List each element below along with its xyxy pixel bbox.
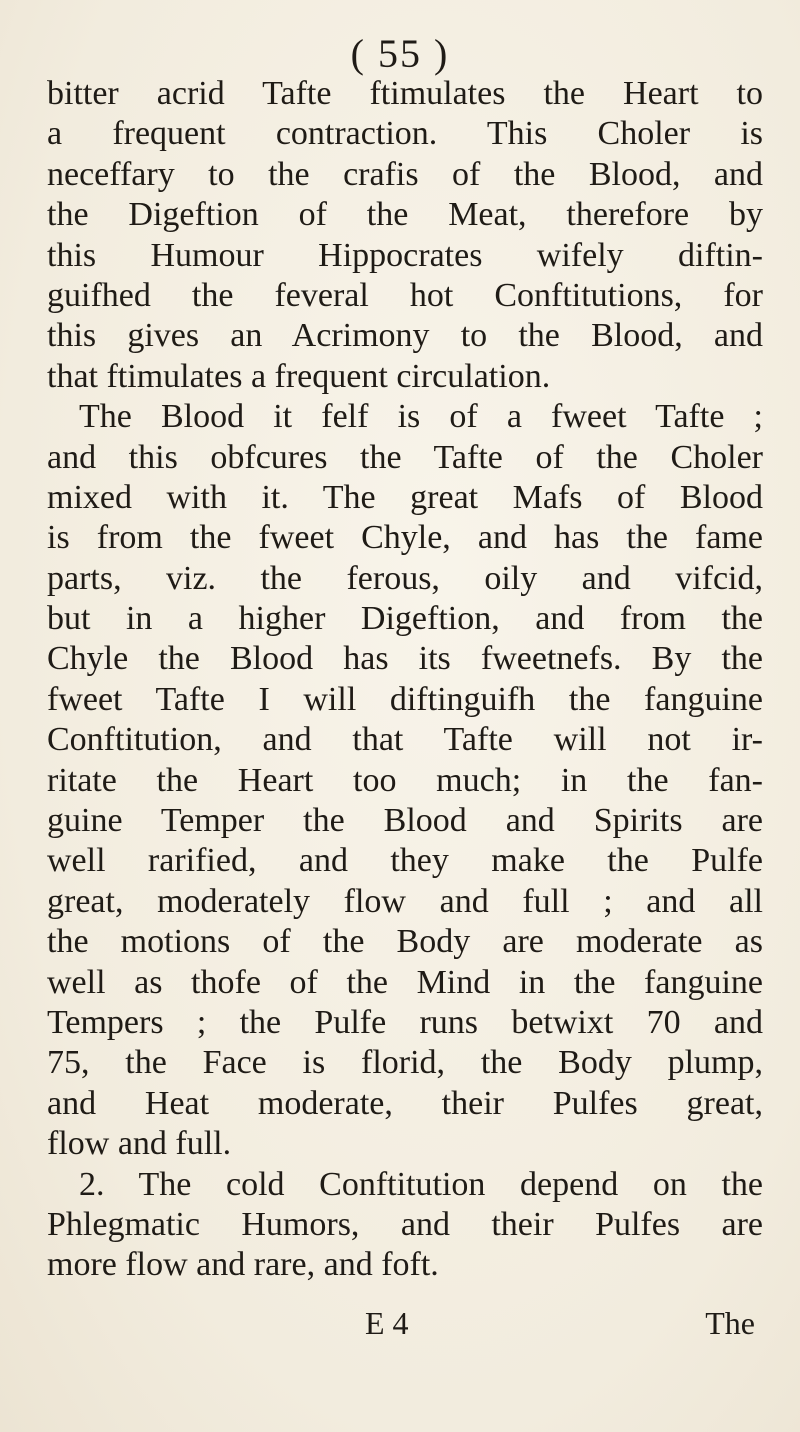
text-line: a frequent contraction. This Choler is bbox=[47, 115, 763, 153]
text-line: this gives an Acrimony to the Blood, and bbox=[47, 317, 763, 355]
text-line: Chyle the Blood has its fweetnefs. By the bbox=[47, 640, 763, 678]
catchword: The bbox=[705, 1305, 755, 1341]
text-line: Tempers ; the Pulfe runs betwixt 70 and bbox=[47, 1003, 763, 1041]
paragraph-start-line: 2. The cold Conftitution depend on the bbox=[79, 1165, 763, 1203]
text-line: and this obfcures the Tafte of the Choler bbox=[47, 438, 763, 476]
text-line: this Humour Hippocrates wifely diftin- bbox=[47, 236, 763, 274]
text-line: the Digeftion of the Meat, therefore by bbox=[47, 196, 763, 234]
text-line: flow and full. bbox=[47, 1125, 232, 1163]
text-line: guifhed the feveral hot Conftitutions, for bbox=[47, 276, 763, 314]
text-line: but in a higher Digeftion, and from the bbox=[47, 600, 763, 638]
text-line: is from the fweet Chyle, and has the fame bbox=[47, 519, 763, 557]
text-line: great, moderately flow and full ; and all bbox=[47, 882, 763, 920]
text-line: more flow and rare, and foft. bbox=[47, 1246, 439, 1284]
text-line: and Heat moderate, their Pulfes great, bbox=[47, 1084, 763, 1122]
text-line: 75, the Face is florid, the Body plump, bbox=[47, 1044, 763, 1082]
text-line: Phlegmatic Humors, and their Pulfes are bbox=[47, 1205, 763, 1243]
body-text bbox=[47, 74, 763, 1286]
page-number: ( 55 ) bbox=[350, 31, 450, 76]
footer-line bbox=[0, 1305, 800, 1347]
text-line: the motions of the Body are moderate as bbox=[47, 923, 763, 961]
text-line: Conftitution, and that Tafte will not ir- bbox=[47, 721, 763, 759]
text-line: bitter acrid Tafte ftimulates the Heart to bbox=[47, 75, 763, 112]
text-line: that ftimulates a frequent circulation. bbox=[47, 357, 551, 395]
signature-mark: E 4 bbox=[365, 1305, 409, 1341]
text-line: mixed with it. The great Mafs of Blood bbox=[47, 478, 763, 516]
text-line: ritate the Heart too much; in the fan- bbox=[47, 761, 763, 799]
text-line: well as thofe of the Mind in the fanguine bbox=[47, 963, 763, 1001]
text-line: well rarified, and they make the Pulfe bbox=[47, 842, 763, 880]
paragraph-start-line: The Blood it felf is of a fweet Tafte ; bbox=[79, 398, 763, 436]
text-line: parts, viz. the ferous, oily and vifcid, bbox=[47, 559, 763, 597]
text-line: fweet Tafte I will diftinguifh the fanguine bbox=[47, 680, 763, 718]
text-line: neceffary to the crafis of the Blood, and bbox=[47, 155, 763, 193]
text-line: guine Temper the Blood and Spirits are bbox=[47, 802, 763, 840]
